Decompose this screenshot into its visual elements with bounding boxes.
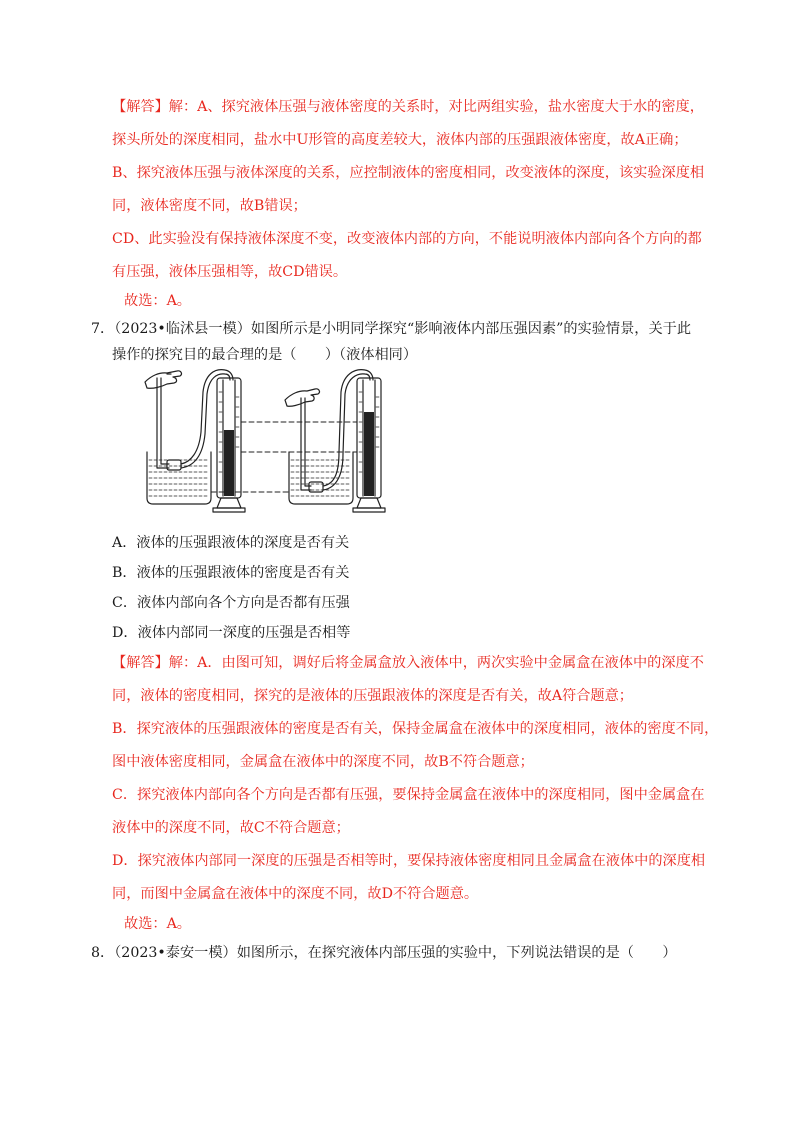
hand-icon-left [145,371,181,388]
hand-icon-right [285,389,319,406]
q7-stem-line-1: 7．（2023•临沭县一模）如图所示是小明同学探究“影响液体内部压强因素”的实验情景，关于此 [91,321,692,337]
q7-option-d: D．液体内部同一深度的压强是否相等 [112,625,351,641]
q7-option-b: B．液体的压强跟液体的密度是否有关 [112,565,350,581]
q7-answer-line-4: 图中液体密度相同，金属盒在液体中的深度不同，故B不符合题意； [112,754,534,770]
q7-answer-line-5: C．探究液体内部向各个方向是否都有压强，要保持金属盒在液体中的深度相同，图中金属盒在 [112,787,705,803]
q7-option-c: C．液体内部向各个方向是否都有压强 [112,595,350,611]
q6-answer-line-5: CD、此实验没有保持液体深度不变，改变液体内部的方向，不能说明液体内部向各个方向的都 [112,231,702,247]
q7-answer-line-6: 液体中的深度不同，故C不符合题意； [112,820,350,836]
q7-answer-line-1: 【解答】解：A．由图可知，调好后将金属盒放入液体中，两次实验中金属盒在液体中的深度不 [112,655,704,671]
q6-answer-line-4: 同，液体密度不同，故B错误； [112,198,307,214]
q7-answer-line-7: D．探究液体内部同一深度的压强是否相等时，要保持液体密度相同且金属盒在液体中的深度相 [112,853,706,869]
q7-answer-line-3: B．探究液体的压强跟液体的密度是否有关，保持金属盒在液体中的深度相同，液体的密度不同， [112,721,719,737]
q7-answer-line-2: 同，液体的密度相同，探究的是液体的压强跟液体的深度是否有关，故A符合题意； [112,688,633,704]
q7-stem-line-2: 操作的探究目的最合理的是（ ）（液体相同） [112,347,418,363]
q7-experiment-figure [143,362,401,522]
q8-stem: 8．（2023•泰安一模）如图所示，在探究液体内部压强的实验中，下列说法错误的是（ ） [91,945,677,961]
q6-answer-line-3: B、探究液体压强与液体深度的关系，应控制液体的密度相同，改变液体的深度，该实验深度相 [112,165,705,181]
q7-option-a: A．液体的压强跟液体的深度是否有关 [112,535,350,551]
q7-answer-line-8: 同，而图中金属盒在液体中的深度不同，故D不符合题意。 [112,886,479,902]
q7-answer-conclusion: 故选：A。 [124,916,191,932]
q6-answer-line-1: 【解答】解：A、探究液体压强与液体密度的关系时，对比两组实验，盐水密度大于水的密度， [112,99,704,115]
q6-answer-line-2: 探头所处的深度相同，盐水中U形管的高度差较大，液体内部的压强跟液体密度，故A正确； [112,132,688,148]
q6-answer-line-6: 有压强，液体压强相等，故CD错误。 [112,264,348,280]
q6-answer-conclusion: 故选：A。 [124,293,191,309]
